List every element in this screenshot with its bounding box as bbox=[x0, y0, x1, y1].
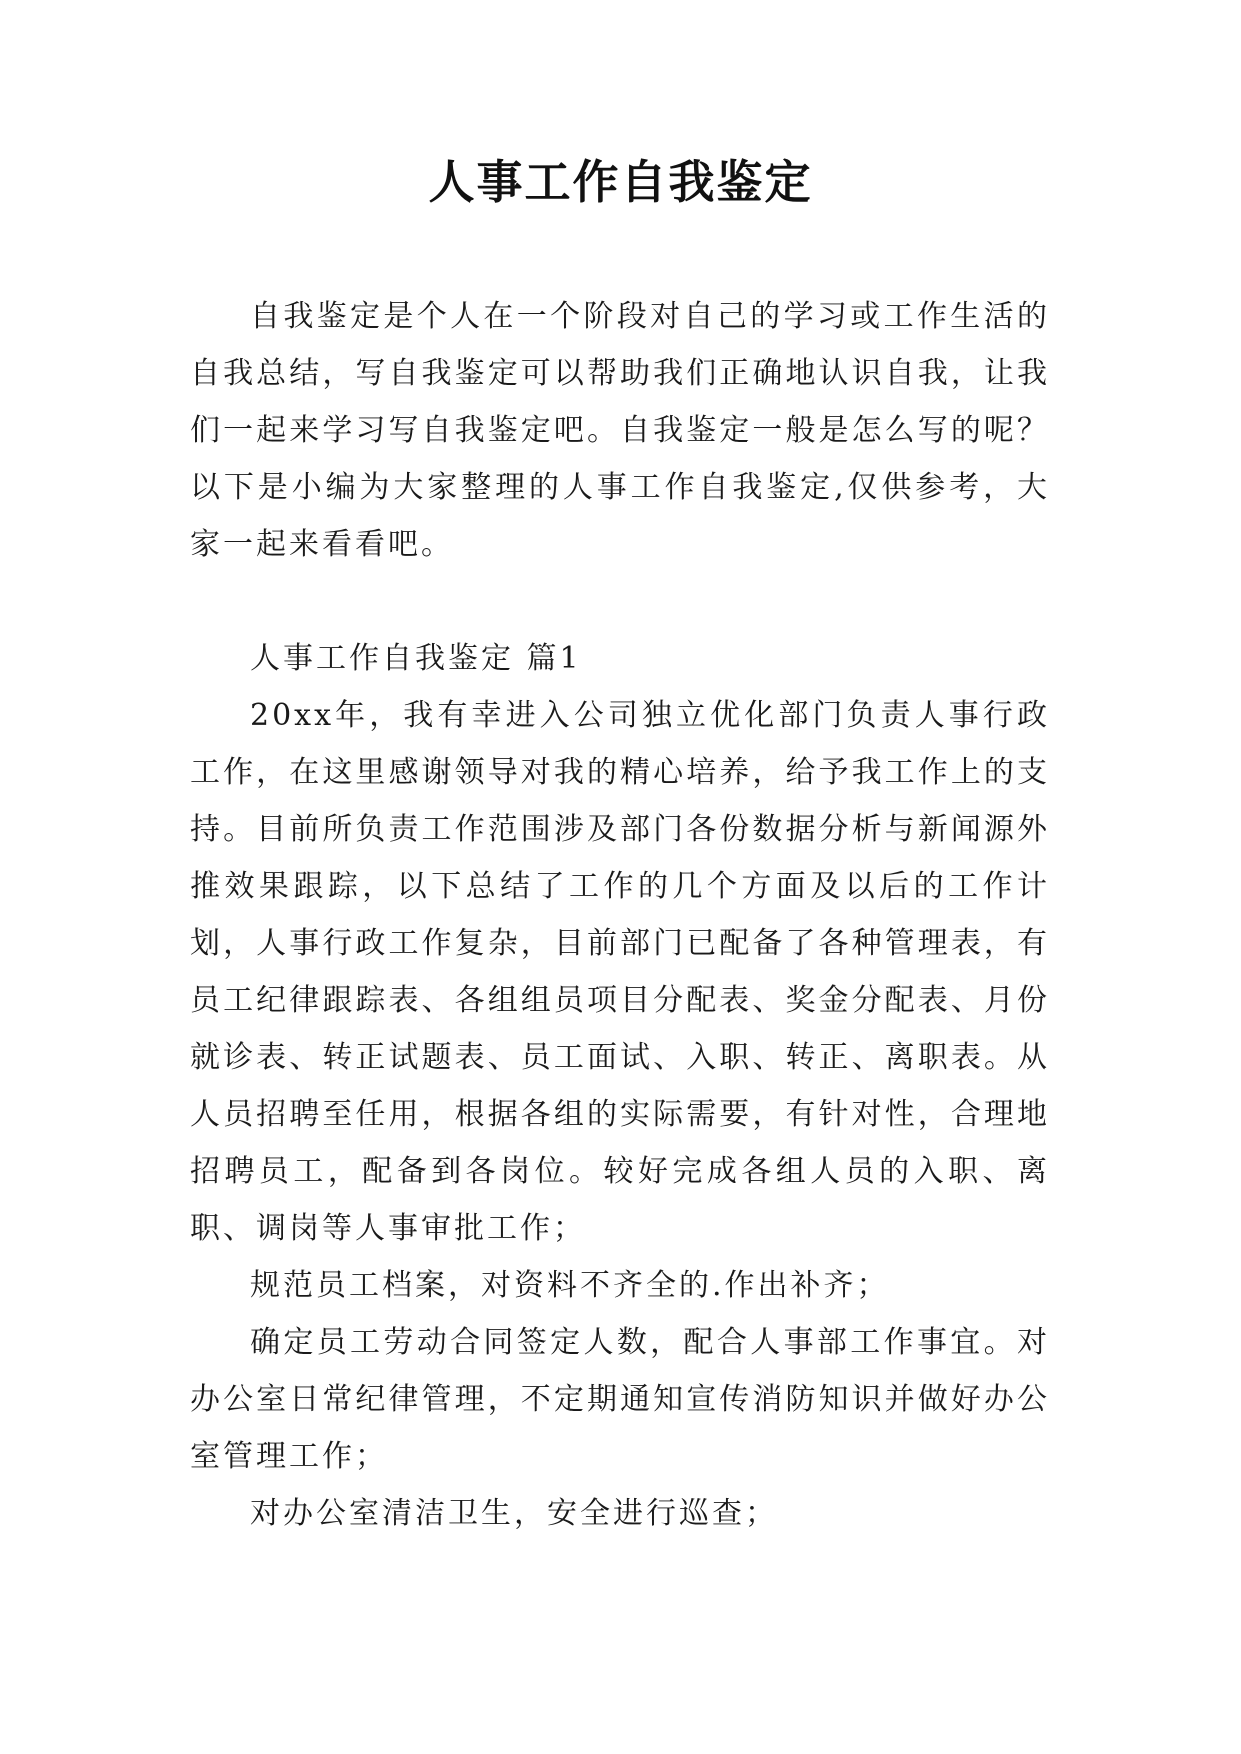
body-paragraph: 确定员工劳动合同签定人数，配合人事部工作事宜。对办公室日常纪律管理，不定期通知宣传消防知识并做好办公室管理工作； bbox=[190, 1325, 1050, 1474]
document-title: 人事工作自我鉴定 bbox=[428, 155, 813, 209]
document-body bbox=[190, 288, 1050, 1542]
body-paragraph: 20xx年，我有幸进入公司独立优化部门负责人事行政工作，在这里感谢领导对我的精心培养，给予我工作上的支持。目前所负责工作范围涉及部门各份数据分析与新闻源外推效果跟踪，以下总结了工作的几个方面及以后的工作计划，人事行政工作复杂，目前部门已配备了各种管理表，有员工纪律跟踪表、各组组员项目分配表、奖金分配表、月份就诊表、转正试题表、员工面试、入职、转正、离职表。从人员招聘至任用，根据各组的实际需要，有针对性，合理地招聘员工，配备到各岗位。较好完成各组人员的入职、离职、调岗等人事审批工作； bbox=[190, 698, 1050, 1246]
section-heading: 人事工作自我鉴定 篇1 bbox=[250, 641, 582, 676]
intro-paragraph: 自我鉴定是个人在一个阶段对自己的学习或工作生活的自我总结，写自我鉴定可以帮助我们正确地认识自我，让我们一起来学习写自我鉴定吧。自我鉴定一般是怎么写的呢？以下是小编为大家整理的人事工作自我鉴定,仅供参考，大家一起来看看吧。 bbox=[190, 299, 1050, 562]
body-paragraph: 规范员工档案，对资料不齐全的.作出补齐； bbox=[250, 1268, 890, 1303]
body-paragraph: 对办公室清洁卫生，安全进行巡查； bbox=[250, 1496, 778, 1531]
